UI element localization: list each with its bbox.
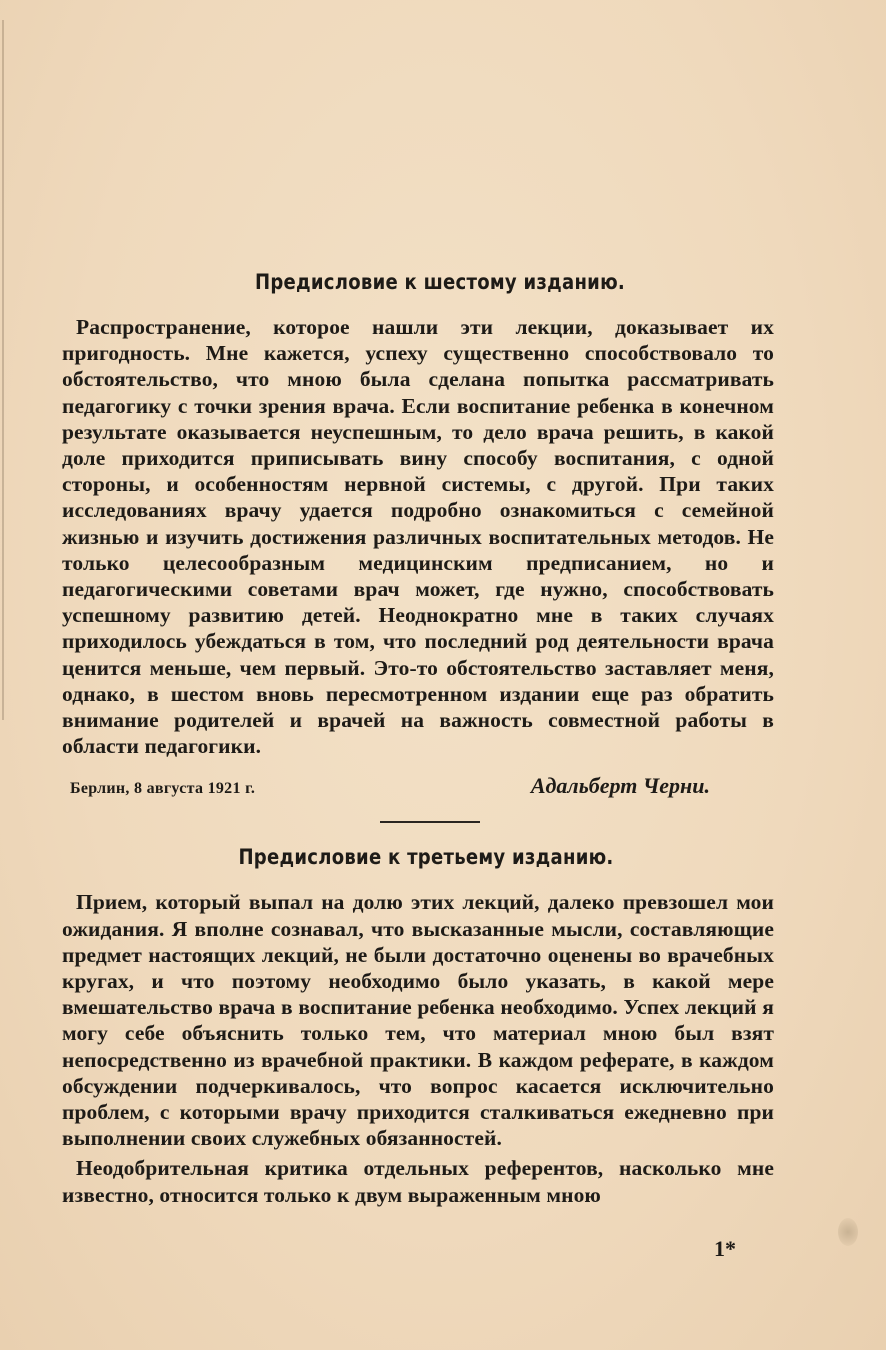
preface-third-paragraph-1: Прием, который выпал на долю этих лекций, далеко превзошел мои ожидания. Я вполне сознавал, что высказанные мысли, составляющие предмет настоящих лекций, не были достаточно оценены во врачебных кругах, и что поэтому необходимо было указать, в какой мере вмешательство врача в воспитание ребенка необходимо. Успех лекций я могу себе объяснить только тем, что материал мною был взят непосредственно из врачебной практики. В каждом реферате, в каждом обсуждении подчеркивалось, что вопрос касается исключительно проблем, с которыми врачу приходится сталкиваться ежедневно при выполнении своих служебных обязанностей. [62,890,774,1151]
page-number: 1* [714,1236,736,1261]
preface-sixth-paragraph: Распространение, которое нашли эти лекции, доказывает их пригодность. Мне кажется, успеху существенно способствовало то обстоятельство, что мною была сделана попытка рассматривать педагогику с точки зрения врача. Если воспитание ребенка в конечном результате оказывается неуспешным, то дело врача решить, в какой доле приходится приписывать вину способу воспитания, с одной стороны, и особенностям нервной системы, с другой. При таких исследованиях врачу удается подробно ознакомиться с семейной жизнью и изучить достижения различных воспитательных методов. Не только целесообразным медицинским предписанием, но и педагогическими советами врач может, где нужно, способствовать успешному развитию детей. Неоднократно мне в таких случаях приходилось убеждаться в том, что последний род деятельности врача ценится меньше, чем первый. Это-то обстоятельство заставляет меня, однако, в шестом вновь пересмотренном издании еще раз обратить внимание родителей и врачей на важность совместной работы в области педагогики. [62,315,774,759]
place-date: Берлин, 8 августа 1921 г. [70,780,256,798]
preface-sixth-title: Предисловие к шестому изданию. [254,270,626,294]
section-divider [380,821,480,823]
page-edge-shadow [2,20,4,720]
paper-stain [838,1218,858,1246]
signature-row [62,773,774,799]
document-page [62,270,774,1208]
preface-third-paragraph-2: Неодобрительная критика отдельных референтов, насколько мне известно, относится только к двум выраженным мною [62,1156,774,1207]
author-signature: Адальберт Черни. [530,773,710,799]
preface-third-title: Предисловие к третьему изданию. [238,845,614,870]
